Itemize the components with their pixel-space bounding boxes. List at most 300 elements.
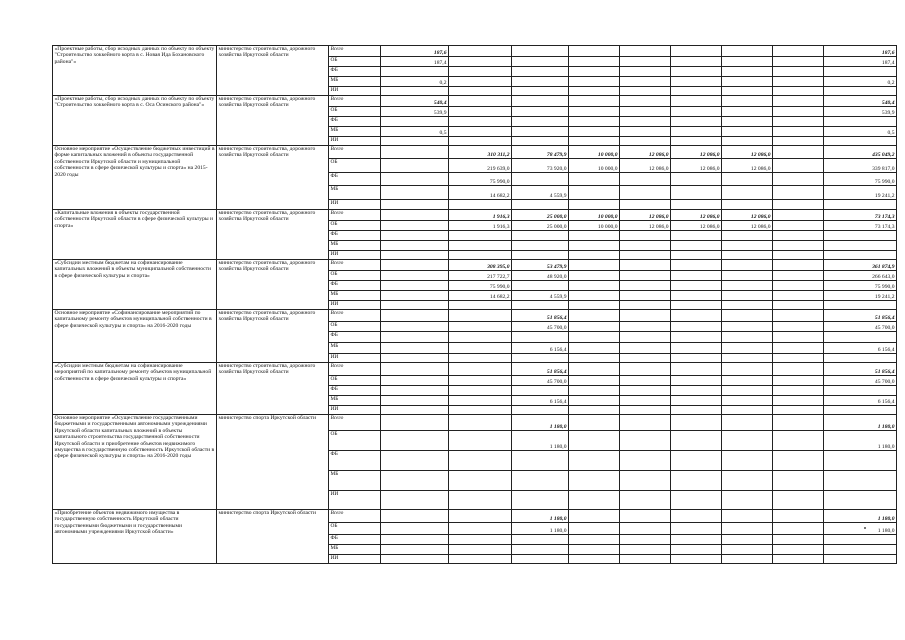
total-value: 0,5 xyxy=(824,127,897,137)
year-value xyxy=(512,491,569,510)
year-value xyxy=(449,386,512,396)
year-value xyxy=(449,46,512,57)
year-value xyxy=(512,301,569,310)
measure-name: Основное мероприятие «Софинансирование мероприятий по капитальному ремонту объектов муниципальной собственности в сфере физической культуры и спорта» на 2016-2020 годы xyxy=(53,310,217,363)
year-value xyxy=(449,354,512,363)
year-value: 25 000,0 xyxy=(512,221,569,231)
year-value xyxy=(449,127,512,137)
year-value xyxy=(671,117,722,127)
year-value xyxy=(773,271,824,281)
funding-source: ИИ xyxy=(329,555,381,564)
year-value xyxy=(449,301,512,310)
funding-source: ОБ xyxy=(329,271,381,281)
year-value xyxy=(569,491,620,510)
year-value xyxy=(381,376,449,386)
year-value xyxy=(671,173,722,186)
year-value xyxy=(569,310,620,322)
year-value xyxy=(671,431,722,451)
year-value xyxy=(569,67,620,77)
year-value xyxy=(671,127,722,137)
total-value: 1 180,0 xyxy=(824,510,897,523)
year-value xyxy=(722,523,773,535)
year-value: 1 180,0 xyxy=(512,523,569,535)
funding-source: ИИ xyxy=(329,137,381,146)
year-value: 4 559,9 xyxy=(512,186,569,200)
year-value xyxy=(381,87,449,96)
year-value xyxy=(569,301,620,310)
year-value xyxy=(381,322,449,332)
year-value xyxy=(722,57,773,67)
funding-source: ИИ xyxy=(329,491,381,510)
year-value xyxy=(449,545,512,555)
funding-source: МБ xyxy=(329,343,381,354)
total-value: 51 856,4 xyxy=(824,310,897,322)
year-value xyxy=(620,260,671,271)
year-value xyxy=(449,376,512,386)
year-value xyxy=(569,451,620,471)
year-value xyxy=(569,117,620,127)
measure-name: «Приобретение объектов недвижимого имущества в государственную собственность Иркутской области государственными бюджетными и государственными автономными учреждениями Иркутской области» xyxy=(53,510,217,564)
total-value xyxy=(824,545,897,555)
year-value xyxy=(569,555,620,564)
year-value xyxy=(381,471,449,491)
year-value xyxy=(620,127,671,137)
year-value xyxy=(671,231,722,241)
year-value xyxy=(620,117,671,127)
funding-source: ИИ xyxy=(329,251,381,260)
year-value xyxy=(381,431,449,451)
year-value xyxy=(671,545,722,555)
funding-source: ОБ xyxy=(329,376,381,386)
funding-source: Всего xyxy=(329,363,381,376)
year-value xyxy=(671,343,722,354)
year-value xyxy=(722,332,773,343)
year-value xyxy=(722,471,773,491)
year-value xyxy=(773,386,824,396)
year-value xyxy=(620,301,671,310)
total-value xyxy=(824,117,897,127)
year-value xyxy=(722,322,773,332)
year-value xyxy=(449,471,512,491)
year-value xyxy=(381,523,449,535)
year-value xyxy=(620,231,671,241)
year-value xyxy=(569,363,620,376)
total-value xyxy=(824,471,897,491)
total-value: 1 180,0 xyxy=(824,415,897,431)
total-value: 1 180,0 xyxy=(824,431,897,451)
year-value xyxy=(381,310,449,322)
year-value xyxy=(569,107,620,117)
year-value xyxy=(569,535,620,545)
year-value xyxy=(773,491,824,510)
executor-name: министерство строительства, дорожного хозяйства Иркутской области xyxy=(217,210,329,260)
year-value xyxy=(671,406,722,415)
year-value: 75 990,0 xyxy=(449,281,512,291)
year-value xyxy=(773,310,824,322)
year-value: 12 086,0 xyxy=(671,159,722,173)
year-value xyxy=(722,96,773,107)
total-value: 19 241,2 xyxy=(824,291,897,301)
year-value xyxy=(773,210,824,221)
year-value xyxy=(773,396,824,406)
year-value xyxy=(512,173,569,186)
year-value xyxy=(620,510,671,523)
year-value xyxy=(722,173,773,186)
measure-name: «Проектные работы, сбор исходных данных по объекту по объекту "Строительство хоккейного корта в с. Оса Осинского района"» xyxy=(53,96,217,146)
year-value xyxy=(671,57,722,67)
year-value: 45 700,0 xyxy=(512,322,569,332)
year-value xyxy=(381,396,449,406)
funding-source: ОБ xyxy=(329,431,381,451)
year-value: 1 180,0 xyxy=(512,431,569,451)
year-value: 10 000,0 xyxy=(569,210,620,221)
table-row xyxy=(53,260,897,271)
year-value xyxy=(381,363,449,376)
year-value xyxy=(381,415,449,431)
year-value xyxy=(722,396,773,406)
year-value xyxy=(620,343,671,354)
total-value: 0,2 xyxy=(824,77,897,87)
year-value: 12 086,0 xyxy=(620,159,671,173)
funding-source: Всего xyxy=(329,310,381,322)
year-value xyxy=(569,415,620,431)
year-value xyxy=(449,396,512,406)
year-value xyxy=(620,271,671,281)
year-value: 219 639,0 xyxy=(449,159,512,173)
year-value xyxy=(569,231,620,241)
year-value xyxy=(512,231,569,241)
year-value xyxy=(381,354,449,363)
year-value xyxy=(773,510,824,523)
year-value: 187,4 xyxy=(381,57,449,67)
funding-source: МБ xyxy=(329,186,381,200)
year-value: 14 682,2 xyxy=(449,186,512,200)
total-value xyxy=(824,301,897,310)
year-value xyxy=(620,396,671,406)
year-value: 12 086,0 xyxy=(671,146,722,159)
year-value xyxy=(722,510,773,523)
year-value xyxy=(381,535,449,545)
table-row xyxy=(53,510,897,523)
year-value: 12 086,0 xyxy=(722,221,773,231)
executor-name: министерство спорта Иркутской области xyxy=(217,510,329,564)
total-value: 435 049,2 xyxy=(824,146,897,159)
year-value xyxy=(773,451,824,471)
year-value: 1 180,0 xyxy=(512,510,569,523)
funding-source: ФБ xyxy=(329,231,381,241)
year-value xyxy=(512,332,569,343)
year-value xyxy=(773,545,824,555)
year-value xyxy=(512,241,569,251)
measure-name: Основное мероприятие «Осуществление бюджетных инвестиций в форме капитальных вложений в объекты государственной собственности Иркутской области и муниципальной собственности в сфере физической культуры и спорта» на 2015-2020 годы xyxy=(53,146,217,210)
year-value xyxy=(773,96,824,107)
year-value xyxy=(722,137,773,146)
table-row xyxy=(53,310,897,322)
year-value xyxy=(773,186,824,200)
year-value xyxy=(722,200,773,210)
year-value xyxy=(620,291,671,301)
year-value xyxy=(620,96,671,107)
year-value xyxy=(722,107,773,117)
year-value: 12 086,0 xyxy=(671,221,722,231)
year-value xyxy=(773,376,824,386)
year-value xyxy=(620,354,671,363)
year-value xyxy=(773,332,824,343)
year-value xyxy=(381,231,449,241)
year-value xyxy=(512,354,569,363)
year-value xyxy=(671,107,722,117)
year-value xyxy=(722,343,773,354)
year-value xyxy=(381,545,449,555)
year-value xyxy=(620,415,671,431)
year-value xyxy=(671,523,722,535)
year-value xyxy=(381,271,449,281)
year-value xyxy=(381,291,449,301)
year-value xyxy=(449,491,512,510)
year-value xyxy=(620,186,671,200)
year-value xyxy=(620,406,671,415)
year-value xyxy=(381,386,449,396)
year-value xyxy=(512,117,569,127)
year-value xyxy=(512,57,569,67)
year-value xyxy=(671,471,722,491)
total-value: 539,9 xyxy=(824,107,897,117)
year-value xyxy=(671,301,722,310)
funding-source: МБ xyxy=(329,545,381,555)
year-value xyxy=(569,281,620,291)
year-value xyxy=(449,535,512,545)
year-value xyxy=(512,67,569,77)
funding-source: ОБ xyxy=(329,107,381,117)
funding-source: ИИ xyxy=(329,406,381,415)
year-value xyxy=(671,87,722,96)
year-value xyxy=(671,415,722,431)
year-value xyxy=(722,301,773,310)
year-value xyxy=(449,510,512,523)
year-value xyxy=(569,87,620,96)
year-value xyxy=(381,117,449,127)
year-value xyxy=(381,146,449,159)
year-value xyxy=(722,87,773,96)
year-value xyxy=(449,310,512,322)
year-value xyxy=(449,406,512,415)
year-value xyxy=(449,231,512,241)
document-page xyxy=(52,45,897,564)
measure-name: «Проектные работы, сбор исходных данных по объекту по объекту "Строительство хоккейного корта в с. Новая Ида Бохановского района"» xyxy=(53,46,217,96)
year-value: 1 180,0 xyxy=(512,415,569,431)
year-value xyxy=(773,117,824,127)
year-value xyxy=(671,291,722,301)
year-value xyxy=(512,251,569,260)
year-value xyxy=(773,281,824,291)
year-value xyxy=(722,354,773,363)
year-value xyxy=(569,241,620,251)
year-value xyxy=(773,354,824,363)
year-value xyxy=(620,67,671,77)
executor-name: министерство строительства, дорожного хозяйства Иркутской области xyxy=(217,96,329,146)
year-value xyxy=(449,431,512,451)
measure-name: «Субсидии местным бюджетам на софинансирование мероприятий по капитальному ремонту объектов муниципальной собственности в сфере физической культуры и спорта» xyxy=(53,363,217,415)
year-value: 12 086,0 xyxy=(722,159,773,173)
year-value: 12 086,0 xyxy=(620,146,671,159)
year-value xyxy=(773,231,824,241)
year-value xyxy=(773,555,824,564)
year-value xyxy=(381,241,449,251)
total-value: 6 156,4 xyxy=(824,343,897,354)
year-value xyxy=(722,535,773,545)
year-value xyxy=(569,200,620,210)
year-value xyxy=(671,322,722,332)
funding-source: ОБ xyxy=(329,221,381,231)
year-value xyxy=(671,510,722,523)
year-value xyxy=(620,545,671,555)
funding-source: ИИ xyxy=(329,301,381,310)
year-value xyxy=(671,354,722,363)
year-value xyxy=(671,96,722,107)
funding-source: Всего xyxy=(329,510,381,523)
year-value xyxy=(671,386,722,396)
year-value xyxy=(722,271,773,281)
year-value xyxy=(512,535,569,545)
year-value xyxy=(722,281,773,291)
year-value xyxy=(773,107,824,117)
year-value: 1 916,3 xyxy=(449,221,512,231)
total-value: 73 174,3 xyxy=(824,221,897,231)
year-value xyxy=(722,310,773,322)
year-value xyxy=(671,535,722,545)
year-value: 53 479,9 xyxy=(512,260,569,271)
year-value xyxy=(620,523,671,535)
year-value xyxy=(620,107,671,117)
year-value xyxy=(569,386,620,396)
year-value xyxy=(620,431,671,451)
table-row xyxy=(53,96,897,107)
funding-source: ФБ xyxy=(329,451,381,471)
year-value: 308 395,0 xyxy=(449,260,512,271)
executor-name: министерство строительства, дорожного хозяйства Иркутской области xyxy=(217,363,329,415)
year-value: 0,2 xyxy=(381,77,449,87)
year-value xyxy=(620,241,671,251)
total-value xyxy=(824,451,897,471)
year-value xyxy=(620,386,671,396)
year-value: 310 311,2 xyxy=(449,146,512,159)
total-value: 51 856,4 xyxy=(824,363,897,376)
year-value xyxy=(722,67,773,77)
funding-source: ФБ xyxy=(329,117,381,127)
year-value xyxy=(620,87,671,96)
year-value xyxy=(512,127,569,137)
year-value xyxy=(381,301,449,310)
year-value xyxy=(569,354,620,363)
year-value xyxy=(512,451,569,471)
year-value xyxy=(722,415,773,431)
total-value xyxy=(824,200,897,210)
year-value: 187,6 xyxy=(381,46,449,57)
year-value xyxy=(569,376,620,386)
year-value xyxy=(381,210,449,221)
year-value: 51 856,4 xyxy=(512,310,569,322)
year-value xyxy=(381,221,449,231)
year-value xyxy=(671,376,722,386)
funding-source: ОБ xyxy=(329,57,381,67)
measure-name: «Субсидии местным бюджетам на софинансирование капитальных вложений в объекты муниципальной собственности в сфере физической культуры и спорта» xyxy=(53,260,217,310)
year-value xyxy=(512,545,569,555)
funding-source: Всего xyxy=(329,46,381,57)
year-value xyxy=(722,376,773,386)
year-value xyxy=(773,127,824,137)
year-value xyxy=(620,555,671,564)
funding-source: ИИ xyxy=(329,200,381,210)
year-value xyxy=(773,221,824,231)
year-value xyxy=(449,57,512,67)
year-value xyxy=(722,251,773,260)
year-value xyxy=(449,451,512,471)
year-value xyxy=(773,291,824,301)
funding-source: Всего xyxy=(329,260,381,271)
year-value xyxy=(569,523,620,535)
year-value: 45 700,0 xyxy=(512,376,569,386)
year-value xyxy=(569,96,620,107)
year-value xyxy=(449,332,512,343)
year-value xyxy=(620,363,671,376)
table-row xyxy=(53,210,897,221)
year-value xyxy=(569,431,620,451)
year-value xyxy=(773,159,824,173)
year-value xyxy=(722,231,773,241)
total-value: 73 174,3 xyxy=(824,210,897,221)
year-value xyxy=(773,415,824,431)
funding-source: ИИ xyxy=(329,87,381,96)
total-value xyxy=(824,386,897,396)
funding-source: ФБ xyxy=(329,281,381,291)
year-value xyxy=(449,137,512,146)
year-value xyxy=(671,260,722,271)
executor-name: министерство строительства, дорожного хозяйства Иркутской области xyxy=(217,260,329,310)
year-value xyxy=(671,241,722,251)
total-value xyxy=(824,332,897,343)
funding-source: Всего xyxy=(329,96,381,107)
year-value xyxy=(671,77,722,87)
year-value xyxy=(449,343,512,354)
year-value xyxy=(620,77,671,87)
year-value xyxy=(569,322,620,332)
year-value xyxy=(722,241,773,251)
total-value: 1 180,0 xyxy=(824,523,897,535)
year-value xyxy=(449,117,512,127)
year-value xyxy=(381,332,449,343)
year-value: 75 990,0 xyxy=(449,173,512,186)
year-value: 540,4 xyxy=(381,96,449,107)
year-value xyxy=(773,57,824,67)
total-value: 45 700,0 xyxy=(824,322,897,332)
year-value: 10 000,0 xyxy=(569,146,620,159)
total-value: 19 241,2 xyxy=(824,186,897,200)
total-value xyxy=(824,406,897,415)
year-value xyxy=(671,67,722,77)
year-value xyxy=(722,117,773,127)
funding-source: ФБ xyxy=(329,332,381,343)
funding-source: ИИ xyxy=(329,354,381,363)
year-value xyxy=(773,241,824,251)
year-value: 12 086,0 xyxy=(722,146,773,159)
year-value xyxy=(773,173,824,186)
year-value xyxy=(773,343,824,354)
scan-speck xyxy=(864,527,866,529)
total-value xyxy=(824,535,897,545)
total-value xyxy=(824,137,897,146)
year-value xyxy=(722,386,773,396)
year-value: 6 156,4 xyxy=(512,343,569,354)
